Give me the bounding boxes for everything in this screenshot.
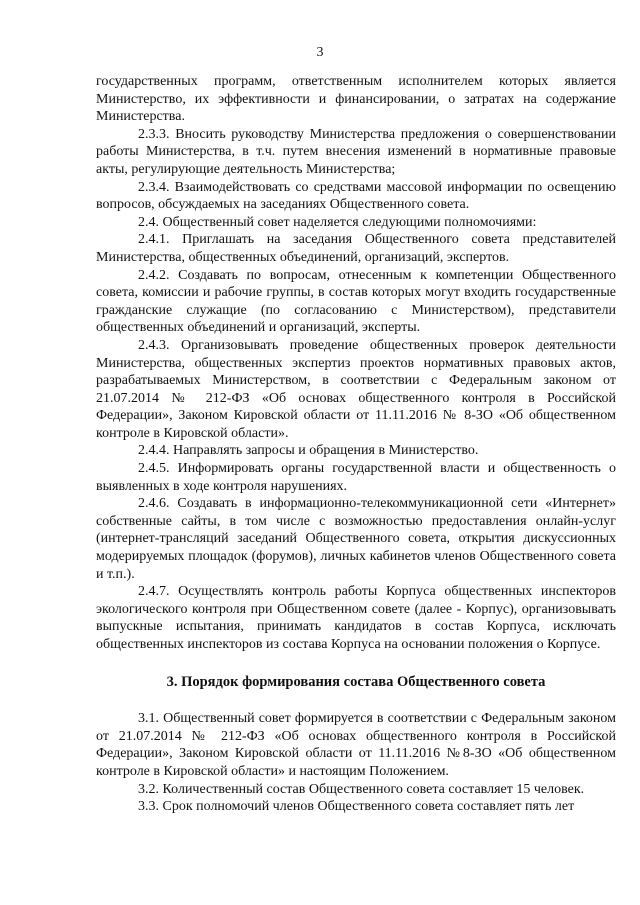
paragraph-2-4-2: 2.4.2. Создавать по вопросам, отнесенным к компетенции Общественного совета, комиссии и рабочие группы, в состав которых могут входить государственные гражданские служащие (по согласованию с Министерством), представители общественных объединений и организаций, эксперты.	[96, 267, 616, 336]
paragraph-3-2: 3.2. Количественный состав Общественного совета составляет 15 человек.	[138, 781, 585, 797]
paragraph-2-4: 2.4. Общественный совет наделяется следующими полномочиями:	[138, 214, 537, 230]
paragraph-2-3-4: 2.3.4. Взаимодействовать со средствами массовой информации по освещению вопросов, обсуждаемых на заседаниях Общественного совета.	[96, 179, 616, 213]
paragraph-2-4-7: 2.4.7. Осуществлять контроль работы Корпуса общественных инспекторов экологического контроля при Общественном совете (далее - Корпус), организовывать выпускные испытания, принимать кандидатов в состав Корпуса, исключать общественных инспекторов из состава Корпуса на основании положения о Корпусе.	[96, 584, 616, 652]
paragraph-2-4-3: 2.4.3. Организовывать проведение общественных проверок деятельности Министерства, общественных экспертиз проектов нормативных правовых актов, разрабатываемых Министерством, в соответствии с Федеральным законом от 21.07.2014 № 212-ФЗ «Об основах общественного контроля в Российской Федерации», Законом Кировской области от 11.11.2016 № 8-ЗО «Об общественном контроле в Кировской области».	[96, 337, 616, 441]
paragraph-continuation: государственных программ, ответственным исполнителем которых является Министерство, их эффективности и финансировании, о затратах на содержание Министерства.	[96, 74, 616, 125]
paragraph-2-3-3: 2.3.3. Вносить руководству Министерства предложения о совершенствовании работы Министерства, в т.ч. путем внесения изменений в нормативные правовые акты, регулирующие деятельность Министерства;	[96, 126, 616, 177]
section-heading: 3. Порядок формирования состава Общественного совета	[166, 673, 546, 690]
paragraph-2-4-1: 2.4.1. Приглашать на заседания Общественного совета представителей Министерства, общественных объединений, организаций, экспертов.	[96, 232, 616, 265]
paragraph-2-4-6: 2.4.6. Создавать в информационно-телекоммуникационной сети «Интернет» собственные сайты, в том числе с возможностью предоставления онлайн-услуг (интернет-трансляций заседаний Общественного совета, открытия дискуссионных модерируемых площадок (форумов), личных кабинетов членов Общественного совета и т.п.).	[96, 496, 616, 582]
paragraph-3-3: 3.3. Срок полномочий членов Общественного совета составляет пять лет	[138, 799, 575, 815]
paragraph-2-4-5: 2.4.5. Информировать органы государственной власти и общественность о выявленных в ходе контроля нарушениях.	[96, 461, 616, 494]
paragraph-3-1: 3.1. Общественный совет формируется в соответствии с Федеральным законом от 21.07.2014 № 212-ФЗ «Об основах общественного контроля в Российской Федерации», Законом Кировской области от 11.11.2016 №8-ЗО «Об общественном контроле в Кировской области» и настоящим Положением.	[96, 711, 616, 779]
document-body	[96, 73, 616, 816]
page-number: 3	[316, 45, 324, 60]
paragraph-2-4-4: 2.4.4. Направлять запросы и обращения в Министерство.	[138, 443, 479, 459]
